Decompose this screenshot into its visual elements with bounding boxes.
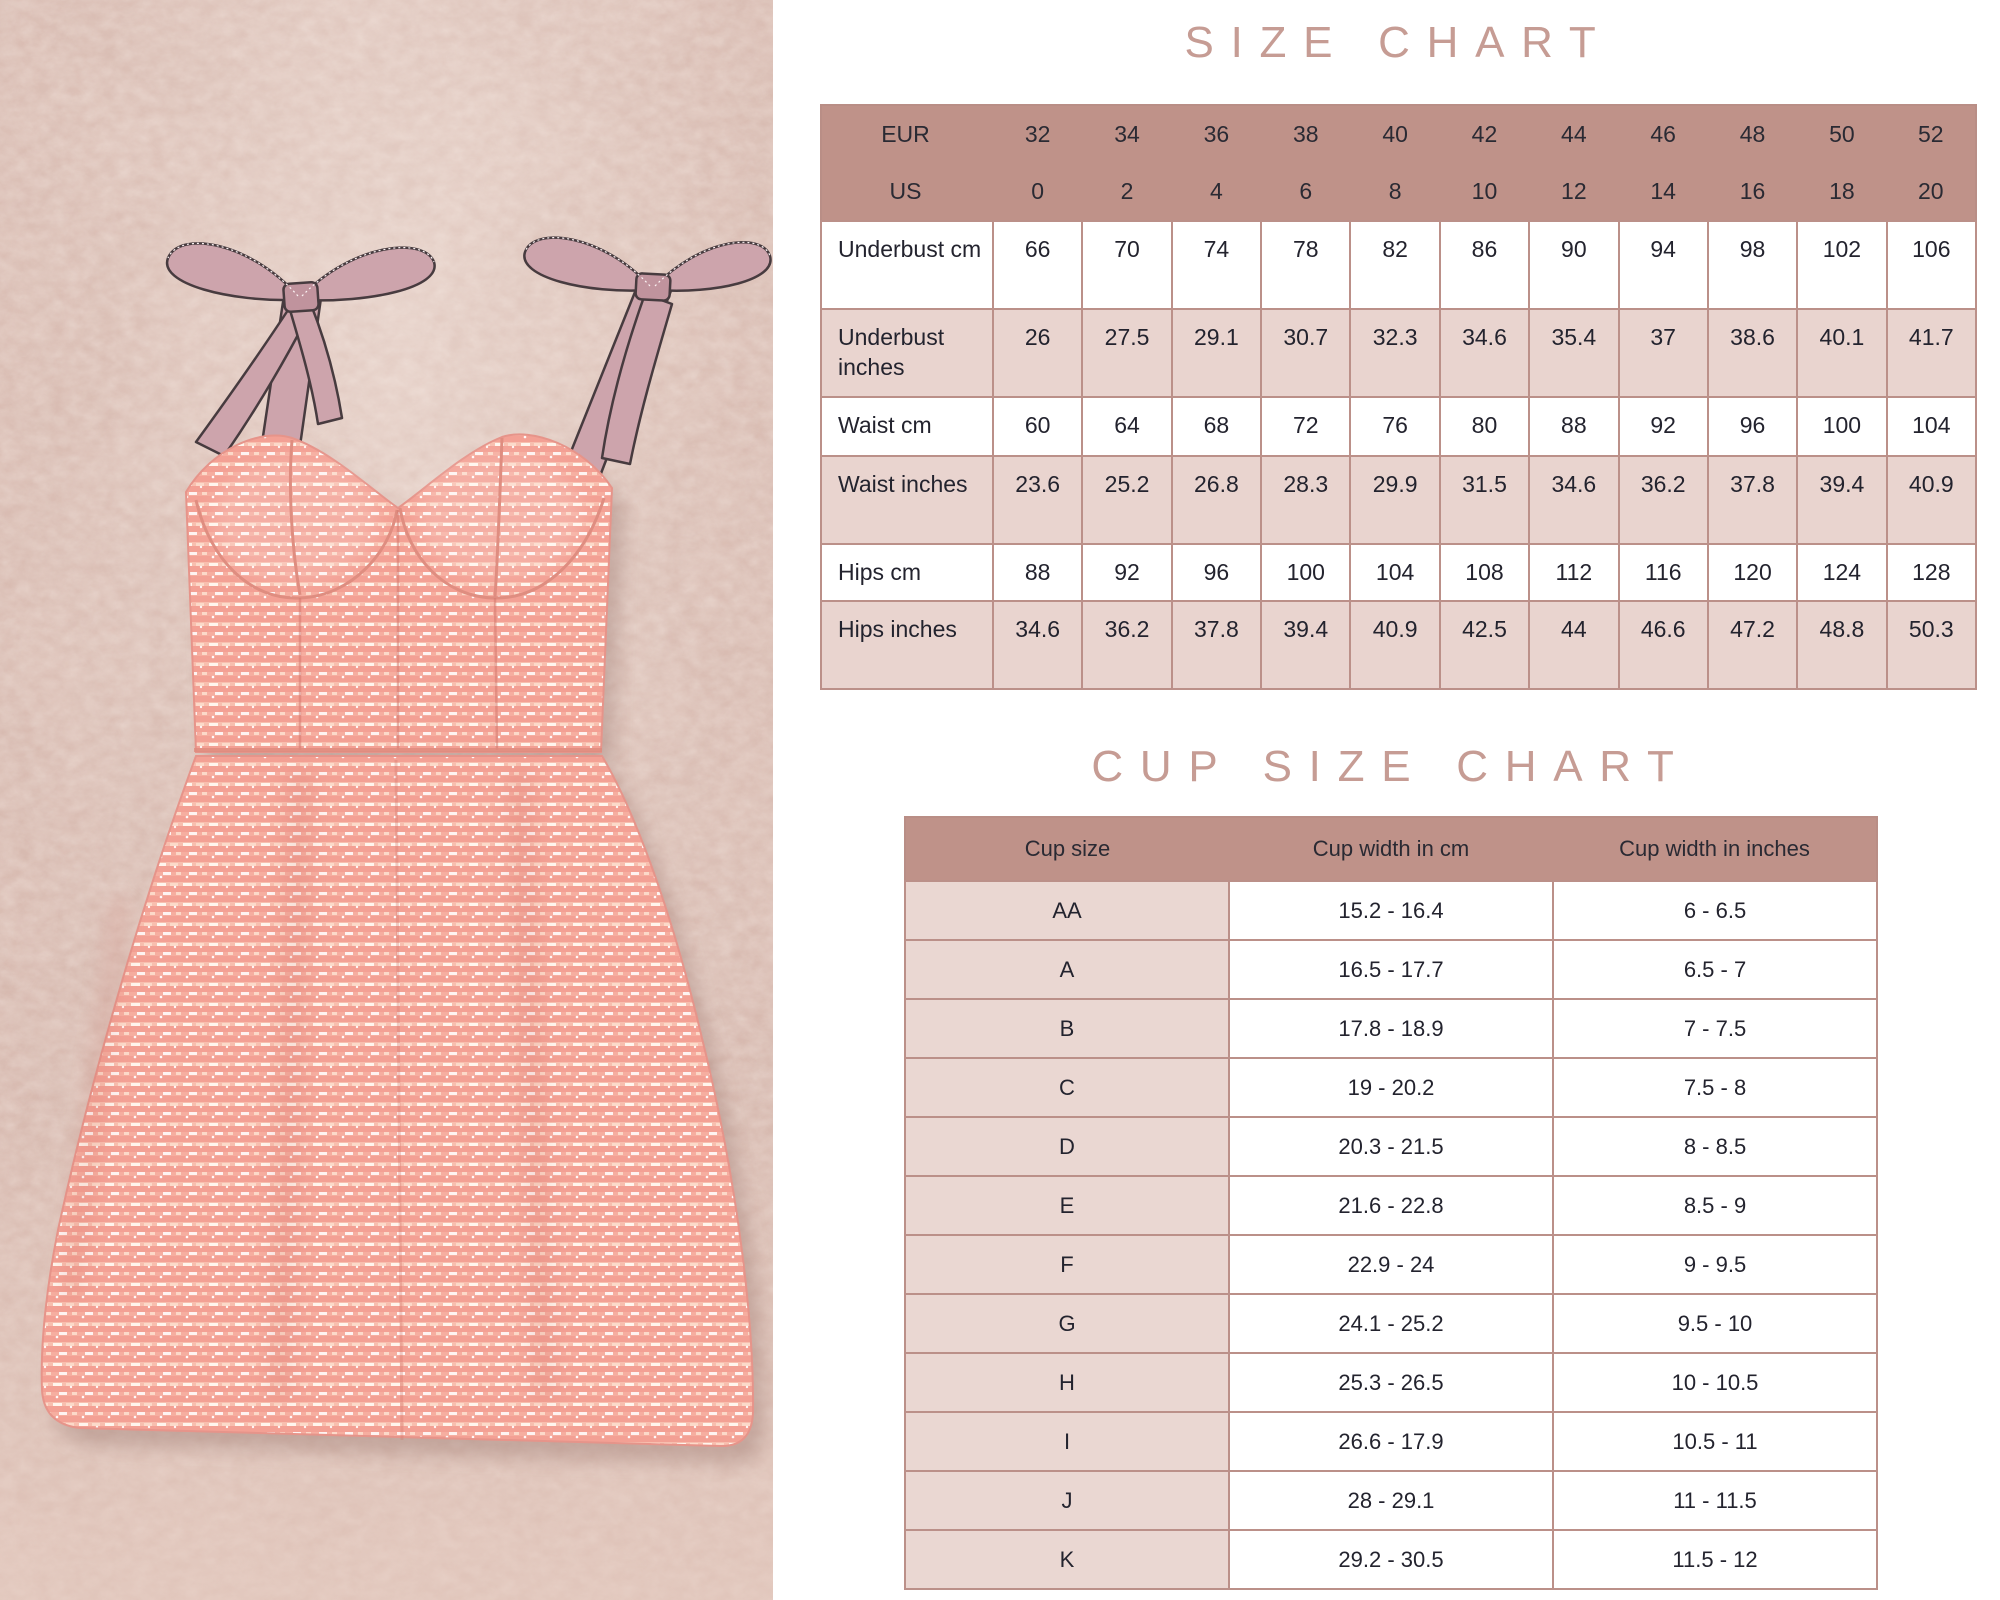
cup-chart-value: J [905, 1471, 1229, 1530]
size-chart-value: 112 [1529, 544, 1618, 601]
size-chart-value: 78 [1261, 221, 1350, 309]
size-chart-value: 40.9 [1350, 601, 1439, 689]
cup-chart-value: H [905, 1353, 1229, 1412]
size-chart-value: 35.4 [1529, 309, 1618, 397]
size-chart-row [821, 544, 1976, 601]
size-chart-value: 50.3 [1887, 601, 1976, 689]
size-chart-header-value: 18 [1797, 163, 1886, 221]
size-chart-value: 82 [1350, 221, 1439, 309]
size-chart-row-label: Underbust cm [821, 221, 993, 309]
cup-chart-value: 7 - 7.5 [1553, 999, 1877, 1058]
cup-chart-column-header: Cup width in cm [1229, 817, 1553, 881]
size-chart-header-value: 6 [1261, 163, 1350, 221]
size-chart-header-value: 14 [1619, 163, 1708, 221]
cup-chart-value: 16.5 - 17.7 [1229, 940, 1553, 999]
size-chart-value: 44 [1529, 601, 1618, 689]
size-chart-value: 92 [1619, 397, 1708, 456]
cup-chart-value: 20.3 - 21.5 [1229, 1117, 1553, 1176]
size-chart-value: 39.4 [1797, 456, 1886, 544]
size-chart-header-value: 42 [1440, 105, 1529, 163]
cup-chart-value: 10 - 10.5 [1553, 1353, 1877, 1412]
size-chart-value: 36.2 [1082, 601, 1171, 689]
size-chart-value: 42.5 [1440, 601, 1529, 689]
size-chart-value: 100 [1797, 397, 1886, 456]
cup-chart-value: 29.2 - 30.5 [1229, 1530, 1553, 1589]
size-chart-value: 88 [1529, 397, 1618, 456]
size-chart-value: 68 [1172, 397, 1261, 456]
size-chart-value: 120 [1708, 544, 1797, 601]
size-chart-value: 74 [1172, 221, 1261, 309]
cup-chart-value: 19 - 20.2 [1229, 1058, 1553, 1117]
size-chart-header-value: 38 [1261, 105, 1350, 163]
size-chart-header-value: 48 [1708, 105, 1797, 163]
size-chart-value: 39.4 [1261, 601, 1350, 689]
size-chart-row-label: Hips inches [821, 601, 993, 689]
size-chart-header-value: 0 [993, 163, 1082, 221]
size-chart-value: 100 [1261, 544, 1350, 601]
cup-chart-row [905, 881, 1877, 940]
size-chart-header-value: 4 [1172, 163, 1261, 221]
cup-chart-value: B [905, 999, 1229, 1058]
cup-chart-row [905, 1471, 1877, 1530]
cup-chart-row [905, 1235, 1877, 1294]
size-chart-value: 72 [1261, 397, 1350, 456]
cup-chart-row [905, 999, 1877, 1058]
cup-chart-value: 8 - 8.5 [1553, 1117, 1877, 1176]
size-chart-row [821, 456, 1976, 544]
size-chart-header-value: 50 [1797, 105, 1886, 163]
size-chart-header-value: 36 [1172, 105, 1261, 163]
size-chart-table [820, 104, 1977, 690]
size-chart-value: 41.7 [1887, 309, 1976, 397]
size-chart-value: 30.7 [1261, 309, 1350, 397]
cup-chart-value: 8.5 - 9 [1553, 1176, 1877, 1235]
size-chart-value: 96 [1172, 544, 1261, 601]
size-chart-value: 106 [1887, 221, 1976, 309]
cup-chart-value: F [905, 1235, 1229, 1294]
size-chart-value: 36.2 [1619, 456, 1708, 544]
size-chart-value: 23.6 [993, 456, 1082, 544]
cup-chart-value: 6 - 6.5 [1553, 881, 1877, 940]
size-chart-value: 94 [1619, 221, 1708, 309]
size-chart-value: 104 [1887, 397, 1976, 456]
size-chart-value: 102 [1797, 221, 1886, 309]
cup-chart-value: 24.1 - 25.2 [1229, 1294, 1553, 1353]
cup-chart-value: D [905, 1117, 1229, 1176]
size-chart-header-row [821, 105, 1976, 163]
size-chart-header-value: 2 [1082, 163, 1171, 221]
size-chart-header-value: 46 [1619, 105, 1708, 163]
size-chart-value: 92 [1082, 544, 1171, 601]
size-chart-value: 26.8 [1172, 456, 1261, 544]
size-chart-value: 98 [1708, 221, 1797, 309]
dress-photo [0, 0, 773, 1600]
cup-size-chart-table [904, 816, 1878, 1590]
size-chart-value: 31.5 [1440, 456, 1529, 544]
size-chart-value: 28.3 [1261, 456, 1350, 544]
cup-chart-row [905, 940, 1877, 999]
size-chart-row [821, 601, 1976, 689]
cup-chart-header-row [905, 817, 1877, 881]
cup-chart-value: 7.5 - 8 [1553, 1058, 1877, 1117]
cup-chart-value: 21.6 - 22.8 [1229, 1176, 1553, 1235]
dress-photo-illustration [0, 0, 773, 1600]
cup-chart-value: 25.3 - 26.5 [1229, 1353, 1553, 1412]
size-chart-value: 104 [1350, 544, 1439, 601]
size-chart-value: 46.6 [1619, 601, 1708, 689]
cup-chart-row [905, 1058, 1877, 1117]
cup-chart-value: C [905, 1058, 1229, 1117]
size-chart-header-value: 16 [1708, 163, 1797, 221]
size-chart-value: 48.8 [1797, 601, 1886, 689]
cup-chart-value: 28 - 29.1 [1229, 1471, 1553, 1530]
cup-chart-row [905, 1530, 1877, 1589]
size-chart-header-label: US [821, 163, 993, 221]
size-chart-header-value: 8 [1350, 163, 1439, 221]
size-chart-value: 80 [1440, 397, 1529, 456]
cup-chart-row [905, 1117, 1877, 1176]
cup-chart-column-header: Cup size [905, 817, 1229, 881]
size-chart-row-label: Hips cm [821, 544, 993, 601]
size-chart-row-label: Underbust inches [821, 309, 993, 397]
size-chart-header-value: 10 [1440, 163, 1529, 221]
cup-chart-row [905, 1176, 1877, 1235]
size-chart-value: 32.3 [1350, 309, 1439, 397]
cup-chart-value: A [905, 940, 1229, 999]
cup-chart-column-header: Cup width in inches [1553, 817, 1877, 881]
size-chart-value: 25.2 [1082, 456, 1171, 544]
size-chart-value: 40.1 [1797, 309, 1886, 397]
size-chart-header-value: 44 [1529, 105, 1618, 163]
cup-chart-value: G [905, 1294, 1229, 1353]
size-chart-header-value: 12 [1529, 163, 1618, 221]
cup-chart-value: K [905, 1530, 1229, 1589]
cup-chart-row [905, 1353, 1877, 1412]
cup-chart-value: E [905, 1176, 1229, 1235]
size-chart-header-row [821, 163, 1976, 221]
size-chart-value: 26 [993, 309, 1082, 397]
size-chart-value: 60 [993, 397, 1082, 456]
size-chart-value: 29.1 [1172, 309, 1261, 397]
cup-chart-value: 9.5 - 10 [1553, 1294, 1877, 1353]
cup-chart-value: 11.5 - 12 [1553, 1530, 1877, 1589]
cup-chart-value: 26.6 - 17.9 [1229, 1412, 1553, 1471]
size-chart-row [821, 221, 1976, 309]
cup-chart-row [905, 1412, 1877, 1471]
size-chart-value: 29.9 [1350, 456, 1439, 544]
size-chart-value: 76 [1350, 397, 1439, 456]
cup-chart-value: 10.5 - 11 [1553, 1412, 1877, 1471]
size-chart-value: 40.9 [1887, 456, 1976, 544]
cup-size-chart-title: CUP SIZE CHART [1091, 742, 1691, 791]
size-chart-value: 88 [993, 544, 1082, 601]
size-chart-value: 116 [1619, 544, 1708, 601]
size-chart-value: 70 [1082, 221, 1171, 309]
size-chart-value: 27.5 [1082, 309, 1171, 397]
size-chart-title: SIZE CHART [1184, 18, 1613, 67]
size-chart-value: 64 [1082, 397, 1171, 456]
size-chart-header-value: 34 [1082, 105, 1171, 163]
cup-chart-value: 17.8 - 18.9 [1229, 999, 1553, 1058]
size-chart-value: 96 [1708, 397, 1797, 456]
size-chart-header-value: 20 [1887, 163, 1976, 221]
size-chart-value: 128 [1887, 544, 1976, 601]
size-chart-value: 47.2 [1708, 601, 1797, 689]
cup-chart-value: 15.2 - 16.4 [1229, 881, 1553, 940]
size-chart-header-label: EUR [821, 105, 993, 163]
size-chart-value: 37.8 [1708, 456, 1797, 544]
cup-chart-value: 22.9 - 24 [1229, 1235, 1553, 1294]
size-chart-value: 37.8 [1172, 601, 1261, 689]
cup-chart-value: 9 - 9.5 [1553, 1235, 1877, 1294]
size-chart-value: 37 [1619, 309, 1708, 397]
size-chart-value: 38.6 [1708, 309, 1797, 397]
size-chart-row [821, 397, 1976, 456]
size-chart-value: 124 [1797, 544, 1886, 601]
cup-chart-row [905, 1294, 1877, 1353]
size-chart-header-value: 40 [1350, 105, 1439, 163]
size-chart-header-value: 52 [1887, 105, 1976, 163]
size-chart-value: 108 [1440, 544, 1529, 601]
cup-chart-value: 6.5 - 7 [1553, 940, 1877, 999]
size-chart-value: 34.6 [993, 601, 1082, 689]
size-chart-value: 90 [1529, 221, 1618, 309]
size-chart-value: 86 [1440, 221, 1529, 309]
size-chart-header-value: 32 [993, 105, 1082, 163]
cup-chart-value: 11 - 11.5 [1553, 1471, 1877, 1530]
cup-chart-value: I [905, 1412, 1229, 1471]
size-chart-value: 34.6 [1529, 456, 1618, 544]
size-chart-row-label: Waist cm [821, 397, 993, 456]
size-chart-row [821, 309, 1976, 397]
cup-chart-value: AA [905, 881, 1229, 940]
size-chart-value: 66 [993, 221, 1082, 309]
size-chart-value: 34.6 [1440, 309, 1529, 397]
size-chart-row-label: Waist inches [821, 456, 993, 544]
